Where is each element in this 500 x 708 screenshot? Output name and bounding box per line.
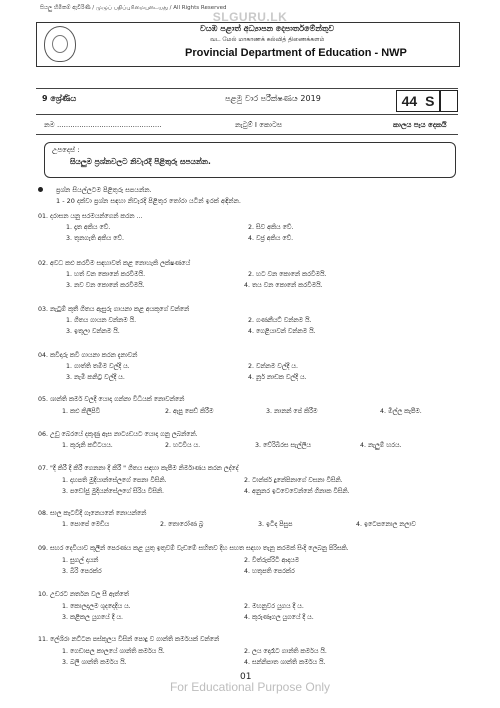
term-label: පළමු වාර පරීක්ෂණය — [225, 94, 298, 103]
option[interactable]: 2. සිව අකිය වේ. — [248, 224, 294, 231]
question-stem: 05. ශාන්ති කර්ම වලදී යොදා ගන්නා විධියක් නොවන්නේ — [38, 396, 185, 403]
question-stem: 07. "දී කිරී දී කිරී ගෙනනා දී කිරී " ගීතය සඳහා කැපීම නිර්මාණය කරන ලද්දේ — [38, 465, 239, 472]
dept-name-sinhala: වයඹ පළාත් අධ්‍යාපන දෙපාර්තමේන්තුව — [200, 24, 335, 33]
copyright-note: සියලු හිමිකම් ඇවිරිණි / முழுப் பதிப்புரிமையுடையது / All Rights Reserved — [40, 5, 227, 11]
divider-top — [36, 88, 458, 89]
option[interactable]: 2. හට වන කොනේ කරවීමයි. — [248, 271, 327, 278]
option[interactable]: 1. දාහපති මුදියාන්සේලගේ පෙනා විසිනි. — [62, 477, 167, 484]
option[interactable]: 4. නූර් නාඩක වල්දී ය. — [248, 374, 307, 381]
option[interactable]: 3. පඩෝජු මුදියන්සේලගේ සිරිය විසිනි. — [62, 488, 164, 495]
option[interactable]: 3. නව වන කොනේ කරවීමයි. — [66, 282, 145, 289]
question-stem: 06. උඩු බෙරයේ දකුණු ඇස නාට්‍යඩයට යොදා ගනු ලබන්නේ. — [38, 431, 198, 438]
bullet-1: ප්‍රශ්න සියල්ලටම පිළිතුරු සපයන්න. — [56, 186, 152, 194]
subject-code: 44 — [401, 93, 418, 109]
option[interactable]: 1. ගීතය ගායන වන්නම යි. — [66, 317, 137, 324]
option[interactable]: 1. හත් වන කොනේ කරවීමයි. — [66, 271, 146, 278]
provincial-seal-icon — [44, 26, 76, 62]
option[interactable]: 4. අනුනර ඉටවෙවෙන්නේ ගිනාක විසිනි. — [244, 488, 350, 495]
option[interactable]: 4. කුරුණෑගල යුගයේ දී ය. — [244, 614, 314, 621]
bullet-dot — [38, 187, 43, 192]
option[interactable]: 4. තය වන කොනේ කරවීමයි. — [244, 282, 323, 289]
option[interactable]: 1. ගාත්ති තමිම වල්දී ය. — [66, 363, 130, 370]
year-label: - 2019 — [295, 94, 321, 103]
page-number: 01 — [240, 672, 252, 682]
option[interactable]: 3. තුනගැති අකිය වේ. — [66, 235, 124, 242]
option[interactable]: 4. සන්නිපාත ශාන්ති කර්මය යි. — [244, 659, 326, 666]
option[interactable]: 1. කොලදලම ශුදදෙදිය ය. — [62, 603, 131, 610]
question-stem: 01. දරාසන යනු සරමයන්ගෙන් කරන ... — [38, 213, 143, 220]
option[interactable]: 1. කළු කිලිපිවී — [62, 408, 101, 415]
duration-label: කාලය පැය දෙකයි — [393, 121, 447, 129]
instructions-label: උපදෙස් : — [52, 146, 80, 154]
question-stem: 02. අවධ කළු කරවීම සඳහාවත් කළ නොහැකි ලක්ෂණයේ — [38, 260, 191, 267]
question-stem: 03. නැටුම් කුතී ගීතය ඇසුරු ගායනා කළ අයකුගේ වන්නේ — [38, 306, 190, 313]
blank-box — [440, 90, 458, 112]
option[interactable]: 2. මහනුවර යුගය දී ය. — [244, 603, 304, 610]
divider-mid — [36, 114, 458, 115]
option[interactable]: 3. වේරිබිරස සැල්ලිය — [255, 442, 311, 449]
option[interactable]: 4. ගෙළියාවන් වන්නම යි. — [248, 328, 316, 335]
option[interactable]: 4. වජ්‍ර අකිය වේ. — [248, 235, 294, 242]
option[interactable]: 3. නානන් පේ කිරීම — [266, 408, 318, 415]
option[interactable]: 2. විත්රුප්රිටි ආදායම — [244, 557, 300, 564]
option[interactable]: 2. තොරෝණ බ්‍ර — [160, 521, 204, 528]
option[interactable]: 3. නැමි කනිට්‍ර වල්දී ය. — [66, 374, 125, 381]
option[interactable]: 3. බලි ශාන්ති කර්මය යි. — [62, 659, 127, 666]
option[interactable]: 4. මිල්ල කැපීම. — [380, 408, 422, 415]
paper-label: නැටුම් I කොටස — [235, 121, 283, 129]
option[interactable]: 4. ඉටෙපනොල නලාව — [356, 521, 416, 528]
medium-code: S — [425, 93, 435, 109]
option[interactable]: 4. නැලුම් හරය. — [360, 442, 402, 449]
question-stem: 04. කවිදාරු කවි ගායනා කරන දැනාවන් — [38, 352, 138, 359]
option[interactable]: 2. ඇපු පෙඩ් කිරීම — [165, 408, 214, 415]
question-stem: 10. උඩරට නර්තන වල සී ඇත්තේ — [38, 591, 129, 598]
option[interactable]: 1. දෑත අකිය වේ. — [66, 224, 111, 231]
option[interactable]: 1. සුගල් දායන් — [62, 557, 99, 564]
bullet-2: 1 - 20 දක්වා ප්‍රශ්න සඳහා නිවැරදි පිළිතුර තෝරා යටින් ඉරක් අඳින්න. — [56, 197, 241, 205]
option[interactable]: 3. කළිකල යුගයේ දී ය. — [62, 614, 124, 621]
question-stem: 09. සහර දෙවියාව කුලීන් පෙරණය කළ යුතු ඉතුවම් වැඩමේ සහිතව දිහ සහත සඳහා තැනූ කරමක් සිංදි ලෙබනු පිරිසකි. — [38, 545, 349, 552]
grade-label: 9 ශ්‍රේණිය — [42, 94, 77, 103]
watermark-top: SLGURU.LK — [212, 10, 288, 24]
divider-bottom — [36, 134, 458, 135]
name-field: නම ............................................... — [44, 121, 162, 129]
option[interactable]: 3. බිරි පෙරක්ර — [62, 568, 102, 575]
subject-code-box — [396, 90, 440, 112]
option[interactable]: 2. හටවිය ය. — [165, 442, 201, 449]
option[interactable]: 2. ගණනීයට් වන්නම යි. — [248, 317, 312, 324]
instructions-text: සියලුම ප්‍රශ්නවලට නිවැරදි පිළිතුරු සපයන්න. — [70, 157, 211, 166]
question-stem: 08. සාල කැටවිදී ගැනෙයනේ නොයන්නේ — [38, 510, 147, 517]
option[interactable]: 2. වන්නම වල්දී ය. — [248, 363, 298, 370]
dept-name-english: Provincial Department of Education - NWP — [185, 47, 407, 59]
option[interactable]: 3. ඉටිද පිසුප — [258, 521, 293, 528]
option[interactable]: 1. ගෙඩාපල කාලයේ ශාන්ති කර්මය යි. — [62, 648, 165, 655]
option[interactable]: 1. කුරුනි කට්ටයය. — [62, 442, 113, 449]
question-stem: 11. ලේශිරා නට්ටන පස්කුලය විසින් පොදු ව ගාන්ති කර්මයක් වන්නේ — [38, 636, 220, 643]
option[interactable]: 2. ටාන්ජර් දුනේපිනාගේ වසනා විසිනි. — [244, 477, 343, 484]
option[interactable]: 4. හතුපති පෙරක්ර — [244, 568, 295, 575]
option[interactable]: 1. පොපේ මෙඩිය — [62, 521, 110, 528]
option[interactable]: 3. ඉතුලා වන්නම යි. — [66, 328, 120, 335]
option[interactable]: 2. ලය දොරෑට ගාන්ති කර්මය යි. — [244, 648, 327, 655]
watermark-bottom: For Educational Purpose Only — [169, 680, 331, 694]
dept-name-tamil: வட மேல் மாகாணக் கல்வித் திணைக்களம் — [210, 36, 325, 43]
